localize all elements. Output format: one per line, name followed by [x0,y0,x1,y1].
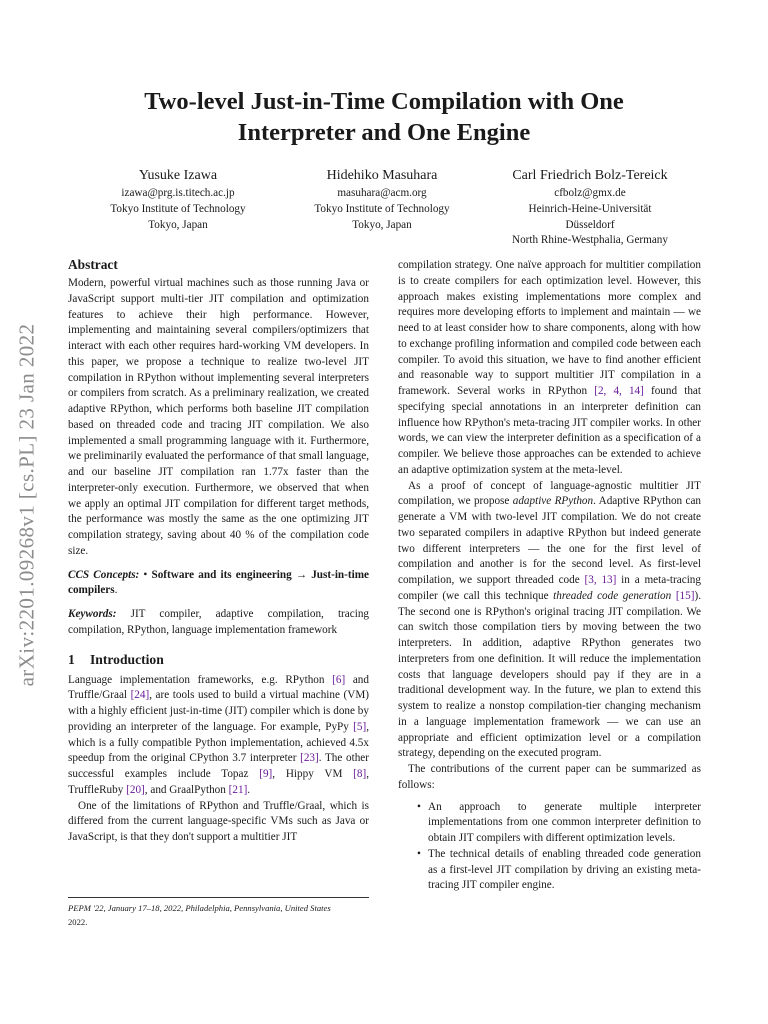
section-heading-introduction [68,651,369,669]
author-email: izawa@prg.is.titech.ac.jp [121,187,235,199]
ccs-arrow: → [295,568,308,581]
footnote [68,901,369,929]
citation-link[interactable]: [21] [228,783,248,796]
ccs-concept: Software and its engineering [151,568,292,581]
author-location: North Rhine-Westphalia, Germany [512,234,668,247]
contributions-list [398,800,701,895]
arxiv-stamp [14,285,40,725]
abstract-heading: Abstract [68,257,118,272]
right-paragraph-1: compilation strategy. One naïve approach for multitier compilation is to create compilers for each optimization level. However, this approach makes existing implementations more complex and requires more developing efforts to implement and maintain — we need to at least consider how to share components, along with how to exchange profiling information and compiled code between each compiler. To avoid this situation, we have to find another efficient and reasonable way to support multitier JIT compilation in a framework. Several works in RPython [2, 4, 14] found that specifying special annotations in an interpreter definition can influence how RPython's meta-tracing JIT compiler works. In other words, we can view the interpreter definition as a specification of a compiler. We believe those approaches can be extended to achieve an adaptive optimization system at the meta-level. [398,259,701,476]
author-city: Düsseldorf [565,218,615,231]
ccs-end: . [114,584,118,597]
footnote-rule [68,897,369,898]
author-email: cfbolz@gmx.de [554,187,626,199]
ccs-concepts [68,568,369,600]
keywords-label: Keywords: [68,608,117,620]
title-line-2: Interpreter and One Engine [237,119,531,146]
contribution-item: • An approach to generate multiple interpreter implementations from one common interpreter definition to obtain JIT compilers with different optimization levels. [398,800,701,847]
emphasis-adaptive-rpython: adaptive RPython [512,495,594,508]
arxiv-stamp-text: arXiv:2201.09268v1 [cs.PL] 23 Jan 2022 [14,323,39,687]
conference-info: PEPM '22, January 17–18, 2022, Philadelphia, Pennsylvania, United States [68,903,331,913]
paper-title [60,86,708,148]
keywords-text: JIT compiler, adaptive compilation, tracing compilation, RPython, language implementation framework [68,608,370,636]
author-name: Yusuke Izawa [138,168,218,183]
author-email: masuhara@acm.org [337,187,427,199]
citation-link[interactable]: [6] [332,673,346,686]
author-location: Tokyo, Japan [148,218,208,231]
citation-link[interactable]: [3, 13] [584,574,617,586]
author-block-2 [292,166,472,233]
ccs-bullet: • [143,568,148,581]
copyright-year: 2022. [68,917,88,927]
citation-link[interactable]: [9] [259,768,273,780]
ccs-sub: Just-in-time compilers [68,568,369,597]
citation-link[interactable]: [23] [300,752,319,765]
emphasis-threaded-code-generation: threaded code generation [553,589,672,602]
author-name: Hidehiko Masuhara [326,168,438,183]
citation-link[interactable]: [20] [126,783,145,796]
author-name: Carl Friedrich Bolz-Tereick [512,168,668,183]
citation-link[interactable]: [5] [353,720,367,733]
keywords [68,607,369,639]
right-column [398,258,701,894]
section-title: Introduction [90,651,164,667]
intro-paragraph-1: Language implementation frameworks, e.g. RPython [6] and Truffle/Graal [24], are tools used to build a virtual machine (VM) with a highly efficient just-in-time (JIT) compiler which is done by providing an interpreter of the language. For example, PyPy [5], which is a fully compatible Python implementation, achieved 4.5x speedup from the original CPython 3.7 interpreter [23]. The other successful examples include Topaz [9], Hippy VM [8], TruffleRuby [20], and GraalPython [21]. [68,673,370,796]
section-number: 1 [68,651,75,667]
left-column [68,256,369,846]
author-block-3 [484,166,696,249]
author-block-1 [88,166,268,233]
right-paragraph-2: As a proof of concept of language-agnostic multitier JIT compilation, we propose adaptive RPython. Adaptive RPython can generate a VM with two-level JIT compilation. We do not create two separated compilers in adaptive RPython but indeed generate two different interpreters — the one for the first level of compilation and another is for the second level. As first-level compilation, we support threaded code [3, 13] in a meta-tracing compiler (we call this technique threaded code generation [15]). The second one is RPython's original tracing JIT compilation. We can switch those compilation tiers by moving between the two interpreters. In addition, adaptive RPython generates two interpreters from one definition. It will reduce the implementation costs that language developers should pay if they are in a traditional development way. In the future, we plan to extend this system to realize a nonstop compilation-tier changing mechanism in a language implementation framework — we can use an appropriate and efficient optimization level or a compilation strategy, depending on the executed program. [398,479,701,760]
ccs-label: CCS Concepts: [68,568,140,581]
citation-link[interactable]: [8] [353,768,367,780]
title-line-1: Two-level Just-in-Time Compilation with One [144,88,624,115]
author-affiliation: Heinrich-Heine-Universität [528,202,652,215]
author-location: Tokyo, Japan [352,218,412,231]
author-affiliation: Tokyo Institute of Technology [314,202,450,215]
intro-paragraph-2: One of the limitations of RPython and Truffle/Graal, which is differed from the current language-specific VMs such as Java or JavaScript, is that they don't support a multitier JIT [68,799,369,843]
citation-link[interactable]: [24] [130,689,150,702]
right-paragraph-3: The contributions of the current paper can be summarized as follows: [398,763,701,791]
citation-link[interactable]: [2, 4, 14] [594,385,644,397]
author-affiliation: Tokyo Institute of Technology [110,202,246,215]
citation-link[interactable]: [15] [675,589,695,602]
abstract-text: Modern, powerful virtual machines such as those running Java or JavaScript support multi-tier JIT compilation and optimization features to achieve their high performance. However, implementing and maintaining several compilers/optimizers that interact with each other requires hard-working VM developers. In this paper, we propose a technique to realize two-level JIT compilation in RPython without implementing several interpreters or compilers from scratch. As a preliminary realization, we created adaptive RPython, which performs both baseline JIT compilation based on threaded code and tracing JIT compilation. We also implemented a small programming language with it. Furthermore, we preliminarily evaluated the performance of that small language, and our baseline JIT compilation ran 1.77x faster than the interpreter-only execution. Furthermore, we observed that when we apply an optimal JIT compilation for different target methods, the performance was mostly the same as the one optimizing JIT compilation strategy, saving about 40 % of the compilation code size. [68,277,369,557]
contribution-item: • The technical details of enabling threaded code generation as a first-level JIT compilation by driving an existing meta-tracing JIT compiler engine. [398,847,701,894]
